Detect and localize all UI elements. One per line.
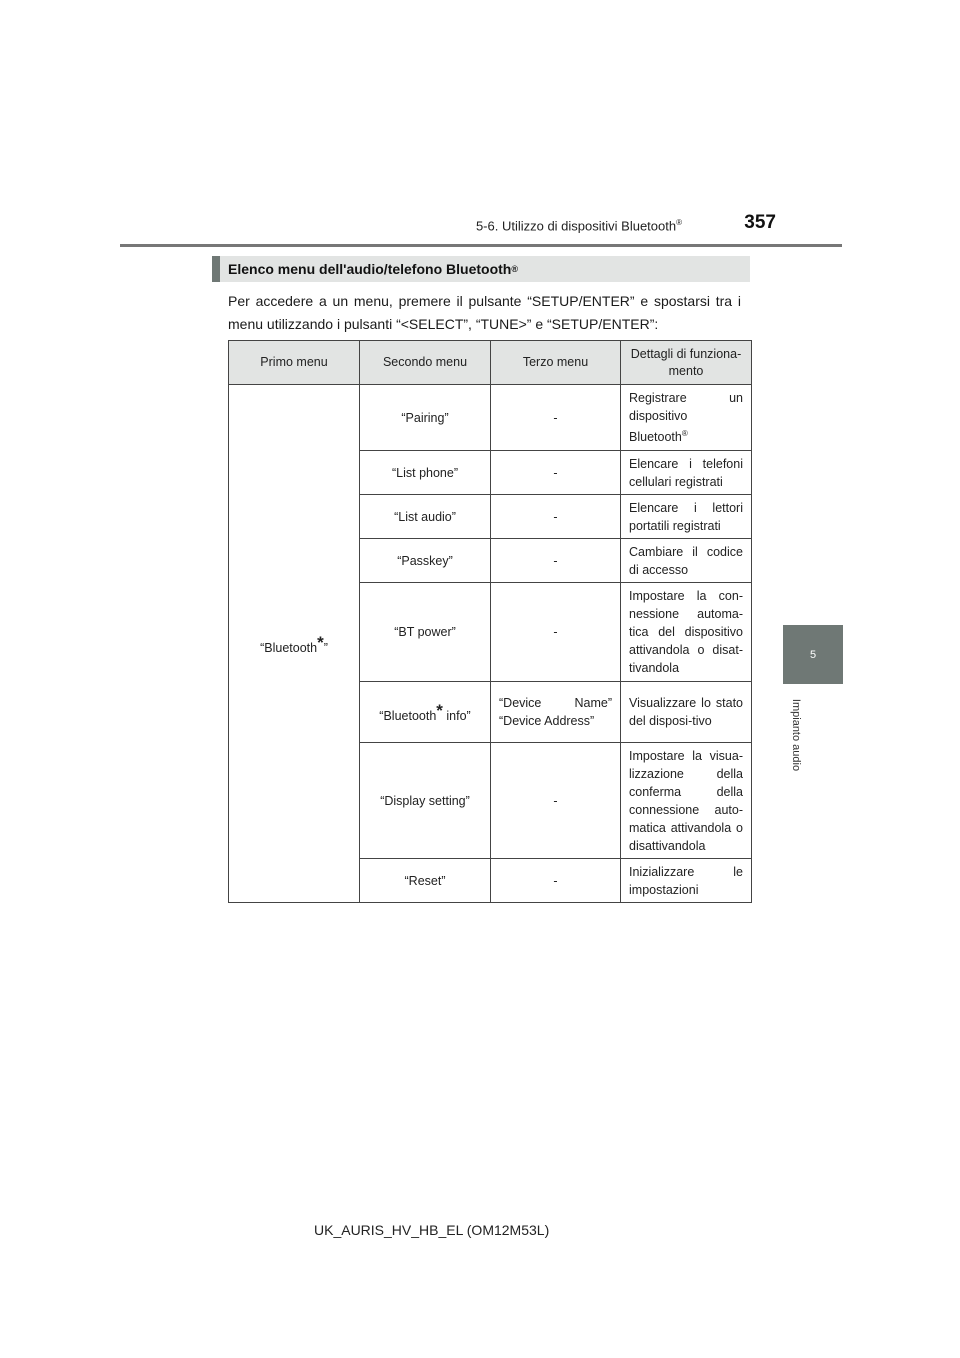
- registered-mark: ®: [676, 218, 682, 227]
- chapter-label: [783, 690, 810, 780]
- details-cell: Elencare i telefoni cellulari registrati: [621, 451, 752, 495]
- header-first-menu: Primo menu: [229, 341, 360, 385]
- third-menu-line: “Device Name”: [499, 696, 612, 710]
- page-number: 357: [744, 212, 776, 233]
- details-registered-mark: ®: [681, 428, 688, 438]
- third-menu-cell: -: [491, 451, 621, 495]
- header-details: Dettagli di funziona-mento: [621, 341, 752, 385]
- intro-paragraph: Per accedere a un menu, premere il pulsante “SETUP/ENTER” e spostarsi tra i menu utilizzando i pulsanti “<SELECT”, “TUNE>” e “SETUP/ENTER”:: [228, 293, 741, 332]
- details-cell: Impostare la visua-lizzazione della conferma della connessione auto-matica attivandola o disattivandola: [621, 743, 752, 859]
- second-menu-cell: “List phone”: [360, 451, 491, 495]
- second-menu-cell: “Reset”: [360, 859, 491, 903]
- section-registered-mark: ®: [511, 264, 518, 274]
- footnote-star: *: [317, 632, 324, 652]
- third-menu-cell: -: [491, 539, 621, 583]
- details-text: Registrare un dispositivo Bluetooth: [629, 390, 743, 445]
- chapter-label-text: Impianto audio: [790, 698, 803, 772]
- chapter-number: 5: [809, 648, 817, 661]
- second-menu-suffix: info”: [442, 709, 471, 723]
- running-header: [400, 218, 682, 233]
- section-title: Elenco menu dell'audio/telefono Bluetooth: [228, 261, 512, 277]
- chapter-tab: [783, 625, 843, 684]
- second-menu-cell: “Passkey”: [360, 539, 491, 583]
- third-menu-cell: -: [491, 859, 621, 903]
- header-second-menu: Secondo menu: [360, 341, 491, 385]
- second-menu-cell: “Display setting”: [360, 743, 491, 859]
- third-menu-line: “Device Address”: [499, 714, 595, 728]
- details-cell: Visualizzare lo stato del disposi-tivo: [621, 682, 752, 743]
- details-cell: Cambiare il codice di accesso: [621, 539, 752, 583]
- third-menu-cell: -: [491, 495, 621, 539]
- second-menu-cell: “BT power”: [360, 583, 491, 682]
- table-header-row: [229, 341, 752, 385]
- running-header-text: 5-6. Utilizzo di dispositivi Bluetooth: [475, 218, 677, 234]
- second-menu-cell: [360, 682, 491, 743]
- first-menu-close-quote: ”: [323, 640, 328, 655]
- third-menu-cell: -: [491, 583, 621, 682]
- second-menu-cell: “List audio”: [360, 495, 491, 539]
- header-third-menu: Terzo menu: [491, 341, 621, 385]
- menu-table: [228, 340, 752, 903]
- footnote-star: *: [436, 701, 443, 720]
- table-row: [229, 385, 752, 451]
- first-menu-text: “Bluetooth: [260, 640, 318, 655]
- second-menu-text: “Bluetooth: [379, 709, 437, 723]
- details-cell: Impostare la con-nessione automa-tica del dispositivo attivandola o disat-tivandola: [621, 583, 752, 682]
- details-cell: Elencare i lettori portatili registrati: [621, 495, 752, 539]
- document-code: UK_AURIS_HV_HB_EL (OM12M53L): [314, 1222, 550, 1238]
- third-menu-cell: -: [491, 743, 621, 859]
- second-menu-cell: “Pairing”: [360, 385, 491, 451]
- header-rule: [120, 244, 842, 247]
- first-menu-cell: [229, 385, 360, 903]
- third-menu-cell: -: [491, 385, 621, 451]
- section-title-bar: [212, 256, 750, 282]
- details-cell: Inizializzare le impostazioni: [621, 859, 752, 903]
- third-menu-cell: [491, 682, 621, 743]
- details-cell: [621, 385, 752, 451]
